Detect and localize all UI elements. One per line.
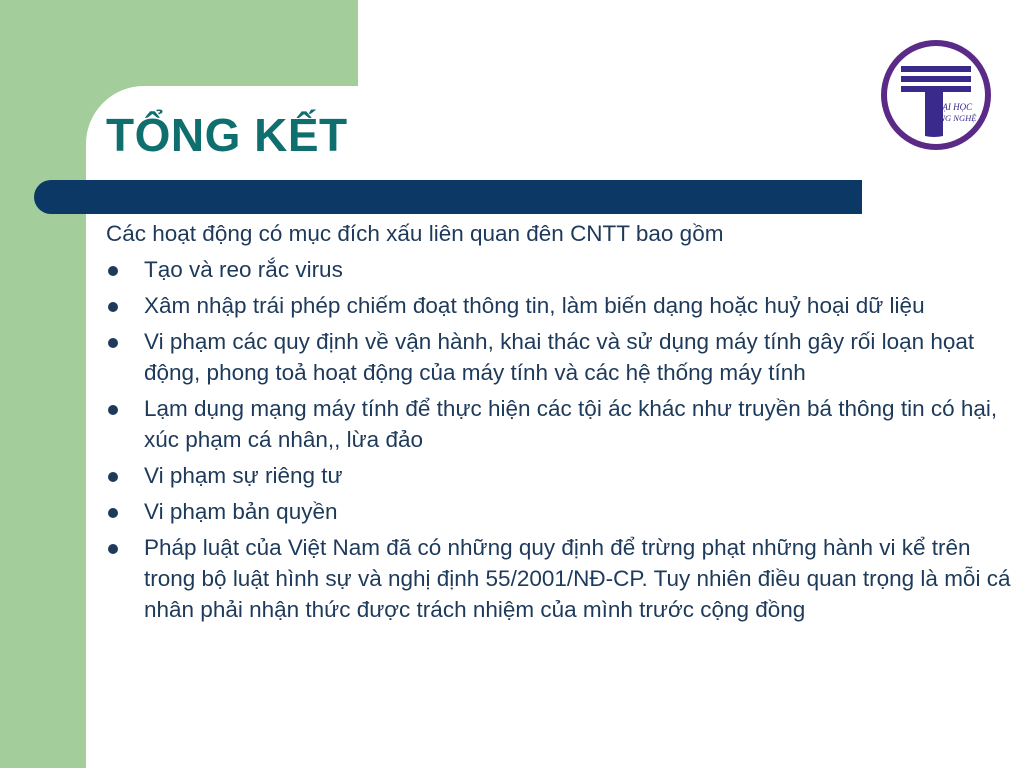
- title-underline-bar: [34, 180, 862, 214]
- bullet-item: [106, 393, 1016, 455]
- bullet-item: [106, 290, 1016, 321]
- bullet-icon: [108, 266, 118, 276]
- bullet-text: Vi phạm các quy định về vận hành, khai thác và sử dụng máy tính gây rối loạn họat động, phong toả hoạt động của máy tính và các hệ thống máy tính: [144, 329, 975, 385]
- bullet-text: Pháp luật của Việt Nam đã có những quy định để trừng phạt những hành vi kể trên trong bộ luật hình sự và nghị định 55/2001/NĐ-CP. Tuy nhiên điều quan trọng là mỗi cá nhân phải nhận thức được trách nhiệm của mình trước cộng đồng: [144, 535, 1011, 622]
- bullet-icon: [108, 544, 118, 554]
- bullet-item: [106, 254, 1016, 285]
- bullet-item: [106, 460, 1016, 491]
- bullet-text: Lạm dụng mạng máy tính để thực hiện các tội ác khác như truyền bá thông tin có hại, xúc phạm cá nhân,, lừa đảo: [144, 396, 998, 452]
- logo-text-line2: CÔNG NGHỆ: [927, 113, 977, 123]
- bullet-item: [106, 532, 1016, 625]
- bullet-list: [106, 254, 1016, 625]
- bullet-text: Vi phạm bản quyền: [144, 499, 338, 524]
- slide-body: [106, 218, 1016, 630]
- bullet-item: [106, 326, 1016, 388]
- bullet-text: Xâm nhập trái phép chiếm đoạt thông tin, làm biến dạng hoặc huỷ hoại dữ liệu: [144, 293, 925, 318]
- university-logo: [879, 38, 993, 152]
- bullet-icon: [108, 472, 118, 482]
- slide-title: TỔNG KẾT: [106, 109, 348, 161]
- bullet-text: Vi phạm sự riêng tư: [144, 463, 343, 488]
- bullet-icon: [108, 338, 118, 348]
- bullet-icon: [108, 302, 118, 312]
- bullet-icon: [108, 405, 118, 415]
- intro-line: Các hoạt động có mục đích xấu liên quan đên CNTT bao gồm: [106, 221, 724, 246]
- logo-text-line1: ĐẠI HỌC: [935, 102, 973, 112]
- bullet-item: [106, 496, 1016, 527]
- bullet-text: Tạo và reo rắc virus: [144, 257, 343, 282]
- bullet-icon: [108, 508, 118, 518]
